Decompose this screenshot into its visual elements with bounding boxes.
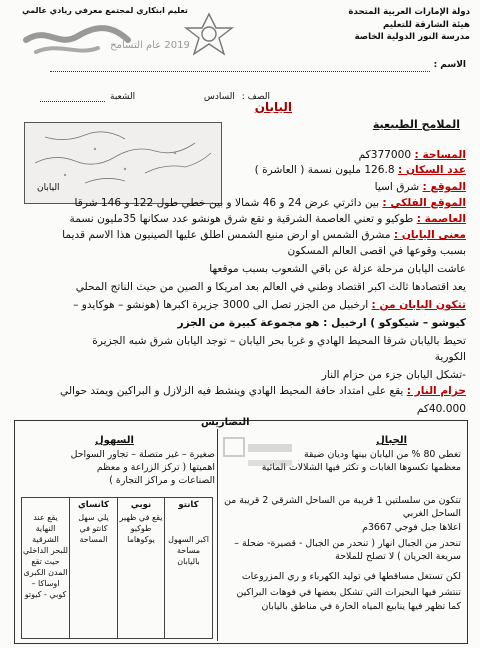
year-text: 2019 عام التسامح <box>110 40 190 51</box>
info-line-borders: تحيط باليابان شرقا المحيط الهادي و غربا بحر اليابان – توجد اليابان شرق شبه الجزيرة <box>92 335 466 347</box>
school-header <box>320 6 470 44</box>
info-line-meaning: معنى اليابان : مشرق الشمس او ارض منبع الشمس اطلق عليها الصينيون هذا الاسم قديما <box>62 229 466 241</box>
mountains-line: اعلاها جبل فوجي 3667م <box>362 522 461 533</box>
plain-kansai-body: يلي سهل كانتو في المساحة <box>78 513 109 544</box>
info-line-economy: يعد اقتصادها ثالث اكبر اقتصاد وطني في العالم بعد امريكا و الصين من حيث الناتج المحلي <box>75 281 466 293</box>
map-label: اليابان <box>37 183 60 193</box>
school-logo-icon <box>174 8 244 66</box>
plain-kansai-heading: كانساي <box>78 500 109 510</box>
tolerance-year-logo-icon <box>18 18 190 64</box>
info-line-ring-length: 40.000كم <box>416 403 466 415</box>
info-line-composition: تتكون اليابان من : ارخبيل من الجزر تصل الى 3000 جزيرة اكبرها (هونشو – هوكايدو – <box>73 299 466 311</box>
info-line-archipelago: كيوشو – شيكوكو ) ارخبيل : هو مجموعة كبيرة من الجزر <box>177 317 466 329</box>
info-line-astronomical: الموقع الفلكي : بين دائرتي عرض 24 و 46 شمالا و بين خطي طول 122 و 146 شرقا <box>74 197 466 209</box>
section-line <box>40 101 105 102</box>
info-line-meaning-cont: بسبب وقوعها في اقصى العالم المسكون <box>287 245 466 257</box>
authority-line: هيئة الشارقة للتعليم <box>383 19 470 30</box>
plain-nobi-body: يقع في ظهير طوكيو يوكوهاما <box>119 513 163 544</box>
sub-divider <box>117 498 118 638</box>
brand-slogan: تعليم ابتكاري لمجتمع معرفي ريادي عالمي <box>22 6 188 15</box>
plain-kanto-heading: كانتو <box>178 500 199 510</box>
mountains-line: تنتشر فيها البحيرات التي تشكل بعضها في فوهات البراكين <box>236 587 461 598</box>
class-value: السادس <box>203 92 235 102</box>
info-line-korea: الكورية <box>434 351 466 363</box>
page-title: اليابان <box>254 100 292 114</box>
plains-line: صغيرة – غير متصلة – تجاور السواحل <box>70 449 215 460</box>
info-line-isolation: عاشت اليابان مرحلة عزلة عن باقي الشعوب بسبب موقعها <box>209 263 466 275</box>
info-line-population: عدد السكان : 126.8 مليون نسمة ( العاشرة ) <box>254 164 466 176</box>
mountains-line: الساحل الغربي <box>402 508 461 519</box>
mountains-line: لكن تستغل مساقطها في توليد الكهرباء و ري المزروعات <box>241 571 461 582</box>
info-line-location: الموقع : شرق اسيا <box>374 181 466 193</box>
mountains-heading: الجبال <box>376 435 407 446</box>
mountains-line: تغطي 80 % من اليابان بينها وديان ضيقة <box>303 449 461 460</box>
japan-map <box>24 122 222 204</box>
mountains-line: تنحدر من الجبال انهار ( تنحدر من الجبال - قصيرة- ضحلة – <box>234 538 461 549</box>
name-label: الاسم : <box>433 60 466 70</box>
mountains-line: كما تظهر فيها ينابيع المياه الحارة في مناطق باليابان <box>261 601 461 612</box>
section-label: الشعبة <box>110 92 136 102</box>
school-line: مدرسة النور الدولية الخاصة <box>354 32 470 42</box>
info-line-ring-fire: حزام النار : يقع على امتداد حافة المحيط الهادي وينشط فيه الزلازل و البراكين ويمتد حوالي <box>60 385 466 397</box>
info-line-area: المساحة : 377000كم <box>358 149 466 161</box>
mountains-line: معظمها تكسوها الغابات و تكثر فيها الشلالات المائية <box>261 462 461 473</box>
plain-osaka-body: يقع عند النهاية الشرقية للبحر الداخلي حيث تقع المدن الكبرى اوساكا – كوبي - كيوتو <box>23 513 68 599</box>
info-line-capital: العاصمة : طوكيو و تعني العاصمة الشرقية و تقع شرق هونشو عدد سكانها 35مليون نسمة <box>69 213 466 225</box>
mountains-line: سريعة الجريان ) لا تصلح للملاحة <box>335 551 461 562</box>
sub-divider <box>69 498 70 638</box>
mountains-line: تتكون من سلسلتين 1 قريبة من الساحل الشرقي 2 قريبة من <box>224 495 461 506</box>
section-title: الملامح الطبيعية <box>372 118 460 131</box>
relief-heading: التضاريس <box>201 417 250 428</box>
plains-line: اهميتها ( تركز الزراعة و معظم <box>96 462 215 473</box>
country-line: دولة الإمارات العربية المتحدة <box>348 7 470 17</box>
plain-nobi-heading: نوبي <box>130 500 152 510</box>
plains-heading: السهول <box>95 435 134 446</box>
sub-divider <box>164 498 165 638</box>
info-line-ring: -تشكل اليابان جزء من حزام النار <box>321 369 466 381</box>
plain-kanto-body: اكبر السهول مساحة باليابان <box>168 535 209 566</box>
plains-line: الصناعات و مراكز التجارة ) <box>109 475 215 486</box>
plains-subtable <box>21 497 213 639</box>
class-label: الصف : <box>241 92 270 102</box>
watermark-logo-icon <box>220 430 300 490</box>
name-line <box>50 71 430 72</box>
column-divider <box>217 429 218 641</box>
